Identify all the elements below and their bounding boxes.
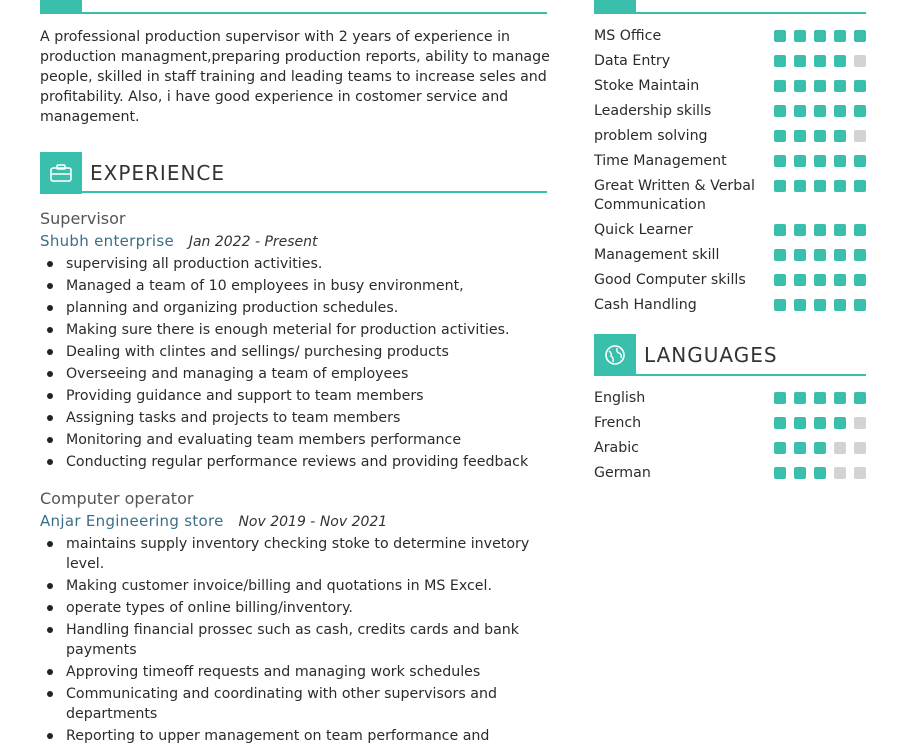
rating-dots xyxy=(774,221,866,240)
rating-filled-icon xyxy=(854,30,866,42)
summary-text: A professional production supervisor with 2 years of experience in production managment,preparing production reports, ability to manage people, skilled in staff training and leading teams to increase seles and profitability. Also, i have good experience in costomer service and management. xyxy=(40,29,550,125)
bullet-icon xyxy=(47,541,53,547)
list-item xyxy=(40,452,540,472)
rating-dots xyxy=(774,246,866,265)
skills-label: Great Written & Verbal Communication xyxy=(594,178,755,213)
list-item xyxy=(40,408,540,428)
skills-row xyxy=(594,271,866,290)
skills-row xyxy=(594,27,866,46)
rating-filled-icon xyxy=(814,224,826,236)
rating-empty-icon xyxy=(854,442,866,454)
skills-row xyxy=(594,177,866,215)
rating-filled-icon xyxy=(854,224,866,236)
rating-filled-icon xyxy=(814,30,826,42)
rating-filled-icon xyxy=(834,180,846,192)
bullet-text: supervising all production activities. xyxy=(66,256,323,272)
list-item xyxy=(40,662,540,682)
rating-filled-icon xyxy=(794,299,806,311)
bullet-icon xyxy=(47,459,53,465)
rating-filled-icon xyxy=(834,130,846,142)
languages-label: Arabic xyxy=(594,440,639,456)
rating-dots xyxy=(774,414,866,433)
skills-label: Time Management xyxy=(594,153,727,169)
bullet-text: Managed a team of 10 employees in busy environment, xyxy=(66,278,464,294)
rating-filled-icon xyxy=(794,80,806,92)
rating-filled-icon xyxy=(814,105,826,117)
rating-dots xyxy=(774,77,866,96)
rating-filled-icon xyxy=(774,442,786,454)
skills-row xyxy=(594,52,866,71)
bullet-text: Making sure there is enough meterial for production activities. xyxy=(66,322,510,338)
languages-label: German xyxy=(594,465,651,481)
list-item xyxy=(40,620,540,660)
rating-empty-icon xyxy=(854,417,866,429)
bullet-icon xyxy=(47,393,53,399)
bullet-text: Communicating and coordinating with other supervisors and departments xyxy=(66,686,497,722)
rating-filled-icon xyxy=(854,299,866,311)
skills-label: Stoke Maintain xyxy=(594,78,700,94)
rating-filled-icon xyxy=(854,105,866,117)
rating-filled-icon xyxy=(834,249,846,261)
rating-filled-icon xyxy=(794,417,806,429)
rating-dots xyxy=(774,102,866,121)
bullet-text: Approving timeoff requests and managing work schedules xyxy=(66,664,481,680)
rating-filled-icon xyxy=(834,417,846,429)
briefcase-icon xyxy=(40,152,82,194)
rating-filled-icon xyxy=(774,80,786,92)
bullet-text: Handling financial prossec such as cash, credits cards and bank payments xyxy=(66,622,520,658)
languages-row xyxy=(594,414,866,433)
skills-label: Data Entry xyxy=(594,53,671,69)
company-name: Anjar Engineering store xyxy=(40,512,224,530)
rating-dots xyxy=(774,27,866,46)
bullet-icon xyxy=(47,669,53,675)
rating-filled-icon xyxy=(834,224,846,236)
rating-filled-icon xyxy=(834,299,846,311)
summary-rule xyxy=(40,12,547,14)
bullet-text: Dealing with clintes and sellings/ purchesing products xyxy=(66,344,449,360)
bullet-icon xyxy=(47,305,53,311)
bullet-icon xyxy=(47,349,53,355)
languages-heading xyxy=(594,334,778,376)
rating-filled-icon xyxy=(834,274,846,286)
rating-empty-icon xyxy=(834,467,846,479)
list-item xyxy=(40,598,540,618)
skills-label: MS Office xyxy=(594,28,662,44)
bullet-icon xyxy=(47,415,53,421)
rating-filled-icon xyxy=(834,30,846,42)
bullet-icon xyxy=(47,437,53,443)
rating-filled-icon xyxy=(854,80,866,92)
bullet-text: Reporting to upper management on team performance and xyxy=(66,728,490,744)
rating-filled-icon xyxy=(814,417,826,429)
skills-row xyxy=(594,246,866,265)
list-item xyxy=(40,298,540,318)
job-bullets xyxy=(40,254,540,474)
rating-filled-icon xyxy=(794,392,806,404)
rating-empty-icon xyxy=(854,467,866,479)
rating-filled-icon xyxy=(774,249,786,261)
rating-filled-icon xyxy=(794,155,806,167)
bullet-icon xyxy=(47,605,53,611)
bullet-icon xyxy=(47,691,53,697)
bullet-text: Overseeing and managing a team of employees xyxy=(66,366,409,382)
rating-filled-icon xyxy=(854,249,866,261)
rating-filled-icon xyxy=(834,392,846,404)
rating-filled-icon xyxy=(774,417,786,429)
rating-filled-icon xyxy=(794,442,806,454)
bullet-icon xyxy=(47,283,53,289)
rating-filled-icon xyxy=(794,467,806,479)
rating-dots xyxy=(774,177,866,215)
skills-row xyxy=(594,296,866,315)
rating-filled-icon xyxy=(794,274,806,286)
job-dates: Jan 2022 - Present xyxy=(188,234,318,250)
rating-filled-icon xyxy=(814,80,826,92)
rating-filled-icon xyxy=(774,55,786,67)
languages-list xyxy=(594,389,866,489)
rating-filled-icon xyxy=(814,155,826,167)
rating-empty-icon xyxy=(834,442,846,454)
job-dates: Nov 2019 - Nov 2021 xyxy=(238,514,388,530)
skills-label: Quick Learner xyxy=(594,222,693,238)
skills-label: Good Computer skills xyxy=(594,272,746,288)
job-title: Supervisor xyxy=(40,209,126,228)
rating-filled-icon xyxy=(774,299,786,311)
job-company-line xyxy=(40,512,387,530)
skills-list xyxy=(594,27,866,321)
bullet-icon xyxy=(47,733,53,739)
rating-filled-icon xyxy=(854,274,866,286)
rating-filled-icon xyxy=(794,224,806,236)
rating-filled-icon xyxy=(814,274,826,286)
skills-rule xyxy=(594,12,866,14)
bullet-icon xyxy=(47,371,53,377)
list-item xyxy=(40,684,540,724)
rating-filled-icon xyxy=(774,224,786,236)
bullet-icon xyxy=(47,627,53,633)
globe-icon xyxy=(594,334,636,376)
rating-filled-icon xyxy=(774,105,786,117)
languages-label: French xyxy=(594,415,642,431)
rating-filled-icon xyxy=(814,392,826,404)
rating-filled-icon xyxy=(794,249,806,261)
summary-icon xyxy=(40,0,82,12)
bullet-icon xyxy=(47,327,53,333)
rating-empty-icon xyxy=(854,55,866,67)
skills-row xyxy=(594,77,866,96)
list-item xyxy=(40,342,540,362)
languages-row xyxy=(594,464,866,483)
bullet-text: Assigning tasks and projects to team members xyxy=(66,410,401,426)
bullet-text: Providing guidance and support to team members xyxy=(66,388,424,404)
rating-filled-icon xyxy=(774,274,786,286)
list-item xyxy=(40,364,540,384)
skills-row xyxy=(594,152,866,171)
bullet-text: maintains supply inventory checking stoke to determine invetory level. xyxy=(66,536,530,572)
rating-filled-icon xyxy=(794,180,806,192)
rating-filled-icon xyxy=(814,249,826,261)
rating-filled-icon xyxy=(854,155,866,167)
rating-filled-icon xyxy=(794,55,806,67)
rating-filled-icon xyxy=(814,299,826,311)
job-title: Computer operator xyxy=(40,489,194,508)
rating-filled-icon xyxy=(814,130,826,142)
list-item xyxy=(40,576,540,596)
rating-filled-icon xyxy=(794,130,806,142)
bullet-text: Monitoring and evaluating team members performance xyxy=(66,432,462,448)
rating-filled-icon xyxy=(814,180,826,192)
rating-filled-icon xyxy=(774,467,786,479)
rating-filled-icon xyxy=(834,80,846,92)
list-item xyxy=(40,386,540,406)
skills-label: Management skill xyxy=(594,247,720,263)
languages-row xyxy=(594,389,866,408)
rating-dots xyxy=(774,439,866,458)
experience-heading xyxy=(40,152,225,194)
rating-filled-icon xyxy=(834,55,846,67)
languages-rule xyxy=(636,374,866,376)
rating-filled-icon xyxy=(814,442,826,454)
rating-filled-icon xyxy=(794,30,806,42)
rating-dots xyxy=(774,152,866,171)
rating-filled-icon xyxy=(854,180,866,192)
skills-label: Leadership skills xyxy=(594,103,712,119)
company-name: Shubh enterprise xyxy=(40,232,175,250)
rating-dots xyxy=(774,271,866,290)
list-item xyxy=(40,320,540,340)
rating-dots xyxy=(774,389,866,408)
list-item xyxy=(40,430,540,450)
skills-row xyxy=(594,221,866,240)
languages-title: LANGUAGES xyxy=(644,343,778,367)
rating-filled-icon xyxy=(774,155,786,167)
skills-icon xyxy=(594,0,636,12)
languages-row xyxy=(594,439,866,458)
bullet-text: Making customer invoice/billing and quotations in MS Excel. xyxy=(66,578,492,594)
rating-empty-icon xyxy=(854,130,866,142)
bullet-text: operate types of online billing/inventory. xyxy=(66,600,353,616)
rating-filled-icon xyxy=(774,180,786,192)
skills-row xyxy=(594,127,866,146)
rating-filled-icon xyxy=(774,130,786,142)
rating-filled-icon xyxy=(814,55,826,67)
list-item xyxy=(40,276,540,296)
rating-filled-icon xyxy=(834,105,846,117)
experience-rule xyxy=(82,191,547,193)
skills-row xyxy=(594,102,866,121)
rating-dots xyxy=(774,464,866,483)
list-item xyxy=(40,254,540,274)
rating-filled-icon xyxy=(834,155,846,167)
skills-label: problem solving xyxy=(594,128,708,144)
skills-label: Cash Handling xyxy=(594,297,697,313)
rating-filled-icon xyxy=(814,467,826,479)
languages-label: English xyxy=(594,390,646,406)
rating-filled-icon xyxy=(794,105,806,117)
bullet-icon xyxy=(47,261,53,267)
rating-filled-icon xyxy=(774,392,786,404)
experience-title: EXPERIENCE xyxy=(90,161,226,185)
rating-filled-icon xyxy=(854,392,866,404)
job-bullets xyxy=(40,534,540,748)
list-item xyxy=(40,534,540,574)
rating-dots xyxy=(774,296,866,315)
bullet-text: Conducting regular performance reviews and providing feedback xyxy=(66,454,529,470)
list-item xyxy=(40,726,540,746)
rating-dots xyxy=(774,52,866,71)
bullet-icon xyxy=(47,583,53,589)
rating-dots xyxy=(774,127,866,146)
job-company-line xyxy=(40,232,318,250)
bullet-text: planning and organizing production schedules. xyxy=(66,300,399,316)
rating-filled-icon xyxy=(774,30,786,42)
